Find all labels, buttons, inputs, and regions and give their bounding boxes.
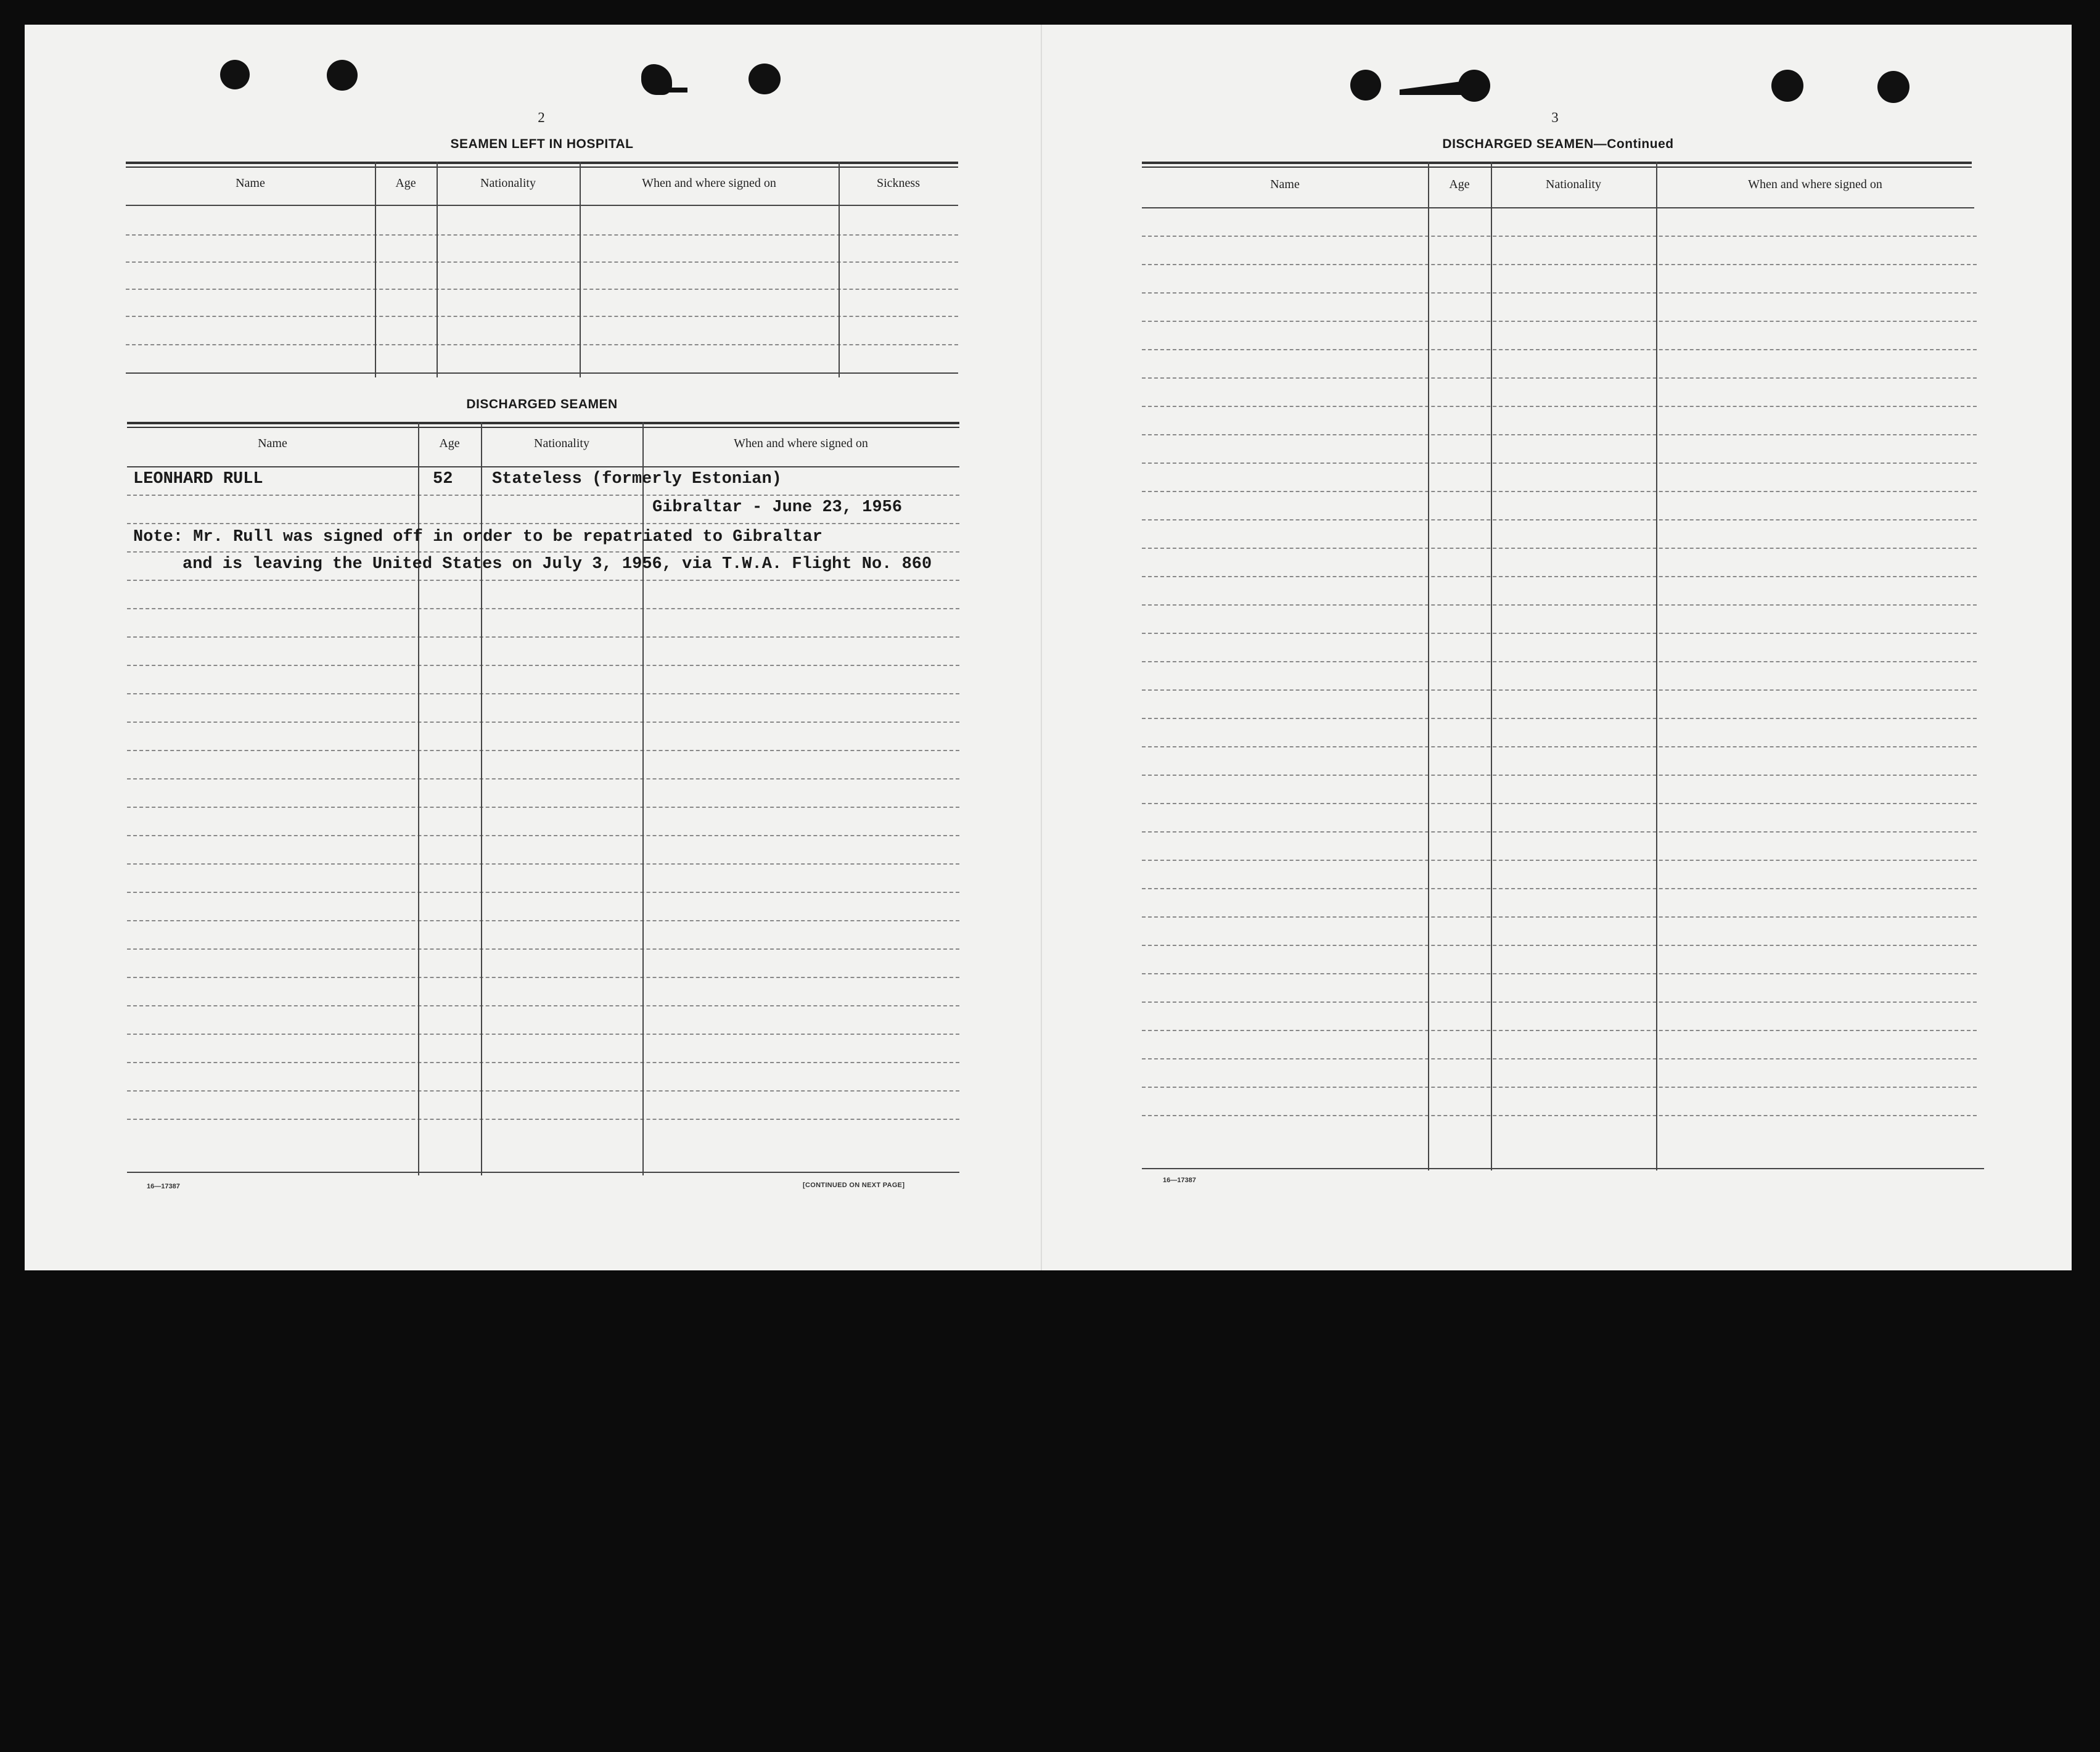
page-number: 2 xyxy=(538,110,545,125)
discharged-continued-table xyxy=(1142,162,1984,1174)
column-header-sickness: Sickness xyxy=(877,176,920,190)
entry-name: LEONHARD RULL xyxy=(133,470,263,488)
punch-hole xyxy=(327,60,358,91)
column-header-age: Age xyxy=(439,437,460,450)
form-number: 16—17387 xyxy=(1163,1177,1196,1184)
hospital-table xyxy=(126,162,958,377)
column-header-signed-on: When and where signed on xyxy=(734,437,868,450)
column-header-signed-on: When and where signed on xyxy=(1748,178,1882,191)
column-header-name: Name xyxy=(258,437,287,450)
punch-hole xyxy=(749,64,781,94)
entry-note-line-1: Note: Mr. Rull was signed off in order to be repatriated to Gibraltar xyxy=(133,528,822,546)
punch-hole xyxy=(220,60,250,89)
binding-mark xyxy=(669,88,687,93)
entry-note-line-2: and is leaving the United States on July 3, 1956, via T.W.A. Flight No. 860 xyxy=(183,555,932,574)
column-header-age: Age xyxy=(1449,178,1470,191)
column-header-nationality: Nationality xyxy=(1546,178,1601,191)
punch-hole xyxy=(1458,70,1490,102)
discharged-table-title: DISCHARGED SEAMEN xyxy=(466,397,618,411)
punch-hole xyxy=(1350,70,1381,101)
hospital-table-title: SEAMEN LEFT IN HOSPITAL xyxy=(450,137,634,151)
entry-nationality: Stateless (formerly Estonian) xyxy=(492,470,782,488)
column-header-name: Name xyxy=(1270,178,1300,191)
punch-hole xyxy=(1771,70,1803,102)
column-header-nationality: Nationality xyxy=(480,176,536,190)
column-header-name: Name xyxy=(236,176,265,190)
continued-notice: [CONTINUED ON NEXT PAGE] xyxy=(803,1182,905,1189)
page-number: 3 xyxy=(1551,110,1559,125)
punch-hole xyxy=(1877,71,1909,103)
entry-age: 52 xyxy=(433,470,453,488)
form-number: 16—17387 xyxy=(147,1183,180,1190)
discharged-continued-title: DISCHARGED SEAMEN—Continued xyxy=(1442,137,1674,151)
column-header-signed-on: When and where signed on xyxy=(642,176,776,190)
column-header-age: Age xyxy=(395,176,416,190)
page-fold xyxy=(1041,25,1042,1270)
column-header-nationality: Nationality xyxy=(534,437,589,450)
entry-signed-on: Gibraltar - June 23, 1956 xyxy=(652,498,903,517)
